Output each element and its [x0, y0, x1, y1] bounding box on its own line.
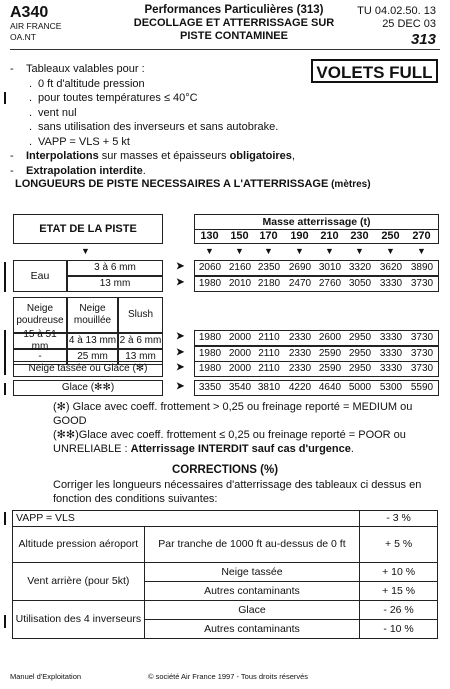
glace-corr: Glace: [144, 601, 359, 620]
masse-col-170: 170: [259, 230, 278, 242]
section-title: [15, 178, 371, 190]
intro-list: - Tableaux valables pour : . 0 ft d'altitude pression . pour toutes températures ≤ 40°C . vent nul . sans utilisation des inverseurs et sans autobrake. . VAPP = VLS + 5 kt - Interpolations sur masses et épaisseurs obligatoires, - Extrapolation interdite.: [10, 63, 295, 177]
intro-line: sans utilisation des inverseurs et sans autobrake.: [38, 121, 279, 133]
masse-col-270: 270: [412, 230, 431, 242]
arrow-down-icon: ▼: [355, 246, 364, 256]
r3b: 4 à 13 mm: [67, 333, 118, 349]
doc-ref: TU 04.02.50. 13: [357, 5, 436, 17]
table-cell: 2330: [288, 332, 312, 343]
footer-center: © société Air France 1997 - Tous droits réservés: [148, 672, 309, 681]
revision-bar: [4, 615, 6, 628]
footer-left: Manuel d'Exploitation: [10, 672, 82, 681]
table-cell: 2590: [318, 363, 342, 374]
masse-col-250: 250: [381, 230, 400, 242]
arrow-down-icon: ▼: [81, 246, 90, 256]
table-cell: 4220: [288, 382, 312, 393]
note-end: .: [350, 443, 354, 455]
table-cell: 3730: [410, 348, 434, 359]
revision-bar: [4, 363, 6, 375]
table-cell: 1980: [198, 348, 222, 359]
arrow-down-icon: ▼: [235, 246, 244, 256]
intro-bold: Interpolations: [26, 150, 99, 162]
slush: Slush: [118, 297, 163, 333]
arrow-down-icon: ▼: [295, 246, 304, 256]
table-cell: 2180: [257, 278, 281, 289]
r4c: 13 mm: [118, 349, 163, 365]
note-interdit: Atterrissage INTERDIT sauf cas d'urgence: [130, 443, 351, 455]
etat-eau: Eau: [13, 260, 67, 292]
r3c: 2 à 6 mm: [118, 333, 163, 349]
table-cell: 2110: [258, 332, 280, 343]
title-line-3: PISTE CONTAMINEE: [180, 30, 288, 42]
section-title-text: LONGUEURS DE PISTE NECESSAIRES A L'ATTERRISSAGE: [15, 178, 329, 190]
table-cell: 3620: [379, 262, 403, 273]
corrections-title: CORRECTIONS (%): [171, 464, 279, 476]
autres-contaminants-1-value: + 15 %: [360, 582, 438, 601]
intro-line: vent nul: [38, 106, 77, 119]
table-cell: 3890: [410, 262, 434, 273]
table-cell: 3050: [348, 278, 372, 289]
arrow-down-icon: ▼: [264, 246, 273, 256]
table-cell: 2690: [288, 262, 312, 273]
table-cell: 3320: [348, 262, 372, 273]
table-cell: 2950: [348, 332, 372, 343]
table-cell: 2060: [198, 262, 222, 273]
aircraft-model: A340: [10, 4, 49, 21]
vent-label: Vent arrière (pour 5kt): [13, 563, 145, 601]
masse-header: Masse atterrissage (t): [194, 214, 439, 229]
table-cell: 2000: [228, 363, 252, 374]
table-cell: 2350: [257, 262, 281, 273]
revision-bar: [4, 92, 6, 104]
table-cell: 3330: [379, 348, 403, 359]
table-cell: 3330: [379, 332, 403, 343]
table-cell: 5300: [379, 382, 403, 393]
autres-contaminants-1: Autres contaminants: [144, 582, 359, 601]
unit: OA.NT: [10, 32, 36, 42]
table-cell: 2110: [258, 363, 280, 374]
r3a: 15 à 51 mm: [13, 333, 67, 349]
table-cell: 2590: [318, 348, 342, 359]
table-cell: 1980: [198, 363, 222, 374]
title-line-1: Performances Particulières (313): [144, 4, 324, 16]
chevron-right-icon: ➤: [176, 261, 185, 272]
page-number: 313: [410, 31, 436, 48]
table-cell: 3010: [318, 262, 342, 273]
header-divider: [10, 49, 440, 50]
table-cell: 3350: [198, 382, 222, 393]
note-glace-poor-text: (✻✻)Glace avec coeff. frottement ≤ 0,25 ou freinage reporté = POOR ou UNRELIABLE :: [53, 429, 406, 455]
table-cell: 2330: [288, 363, 312, 374]
table-cell: 1980: [198, 332, 222, 343]
volets-box: VOLETS FULL: [311, 59, 438, 83]
autres-contaminants-2-value: - 10 %: [360, 620, 438, 639]
revision-bar: [4, 330, 6, 364]
masse-col-210: 210: [320, 230, 339, 242]
table-cell: 3540: [228, 382, 252, 393]
table-cell: 2160: [228, 262, 252, 273]
table-cell: 2330: [288, 348, 312, 359]
header-right: [357, 5, 436, 48]
chevron-right-icon: ➤: [176, 381, 185, 392]
neige-mouillee: Neige mouillée: [67, 297, 118, 333]
intro-line: 0 ft d'altitude pression: [38, 77, 145, 90]
corrections-text: Corriger les longueurs nécessaires d'atterrissage des tableaux ci dessus en fonction des conditions suivantes:: [53, 479, 422, 505]
company: AIR FRANCE: [10, 21, 62, 31]
chevron-right-icon: ➤: [176, 277, 185, 288]
table-cell: 2000: [228, 348, 252, 359]
table-cell: 1980: [198, 278, 222, 289]
intro-bold: Extrapolation interdite: [26, 164, 143, 177]
table-cell: 4640: [318, 382, 342, 393]
table-cell: 2600: [318, 332, 342, 343]
intro-line: sur masses et épaisseurs: [98, 150, 230, 162]
alt-desc: Par tranche de 1000 ft au-dessus de 0 ft: [144, 527, 359, 563]
chevron-right-icon: ➤: [176, 362, 185, 373]
r4b: 25 mm: [67, 349, 118, 365]
alt-label: Altitude pression aéroport: [13, 527, 145, 563]
neige-poudreuse: Neige poudreuse: [13, 297, 67, 333]
neige-tassee-corr: Neige tassée: [144, 563, 359, 582]
table-cell: 3330: [379, 363, 403, 374]
masse-col-230: 230: [350, 230, 369, 242]
section-title-unit: (mètres): [328, 179, 371, 190]
table-cell: 2000: [228, 332, 252, 343]
header-left: [10, 4, 61, 43]
note-glace-medium: (✻) Glace avec coeff. frottement > 0,25 ou freinage reporté = MEDIUM ou GOOD: [53, 401, 413, 427]
table-cell: 3730: [410, 363, 434, 374]
intro-bold: obligatoires: [229, 150, 292, 162]
table-cell: 3730: [410, 278, 434, 289]
chevron-right-icon: ➤: [176, 347, 185, 358]
neige-tassee-value: + 10 %: [360, 563, 438, 582]
intro-line: VAPP = VLS + 5 kt: [38, 135, 130, 148]
vapp-value: - 3 %: [360, 511, 438, 527]
table-cell: 5000: [348, 382, 372, 393]
note-glace-poor: [53, 428, 433, 456]
revision-bar: [4, 383, 6, 395]
chevron-right-icon: ➤: [176, 331, 185, 342]
header-title: [118, 4, 350, 43]
glace: Glace (✻✻): [13, 380, 163, 396]
vapp-label: VAPP = VLS: [13, 511, 360, 527]
alt-value: + 5 %: [360, 527, 438, 563]
intro-line: pour toutes températures ≤ 40°C: [38, 92, 198, 104]
corrections-table: [12, 510, 438, 639]
intro-line: Tableaux valables pour :: [26, 63, 145, 75]
table-cell: 5590: [410, 382, 434, 393]
revision-bar: [4, 512, 6, 525]
eau-r1: 3 à 6 mm: [67, 260, 163, 276]
etat-header: ETAT DE LA PISTE: [13, 214, 163, 244]
neige-tassee: Neige tassée ou Glace (✻): [13, 361, 163, 377]
eau-r2: 13 mm: [67, 276, 163, 292]
masse-col-130: 130: [200, 230, 219, 242]
arrow-down-icon: ▼: [205, 246, 214, 256]
table-cell: 3730: [410, 332, 434, 343]
table-cell: 3810: [257, 382, 281, 393]
arrow-down-icon: ▼: [386, 246, 395, 256]
intro-line: .: [142, 164, 146, 177]
arrow-down-icon: ▼: [417, 246, 426, 256]
title-line-2: DECOLLAGE ET ATTERRISSAGE SUR: [133, 17, 335, 29]
revision-bar: [4, 262, 6, 292]
arrow-down-icon: ▼: [325, 246, 334, 256]
table-cell: 2950: [348, 363, 372, 374]
masse-col-190: 190: [290, 230, 309, 242]
table-cell: 2010: [228, 278, 252, 289]
masse-col-150: 150: [230, 230, 249, 242]
table-cell: 2470: [288, 278, 312, 289]
table-cell: 2950: [348, 348, 372, 359]
table-cell: 2110: [258, 348, 280, 359]
inverseurs-label: Utilisation des 4 inverseurs: [13, 601, 145, 639]
table-cell: 2760: [318, 278, 342, 289]
r4a: -: [13, 349, 67, 365]
autres-contaminants-2: Autres contaminants: [144, 620, 359, 639]
intro-line: ,: [291, 150, 295, 162]
doc-date: 25 DEC 03: [382, 18, 436, 30]
table-cell: 3330: [379, 278, 403, 289]
glace-value: - 26 %: [360, 601, 438, 620]
